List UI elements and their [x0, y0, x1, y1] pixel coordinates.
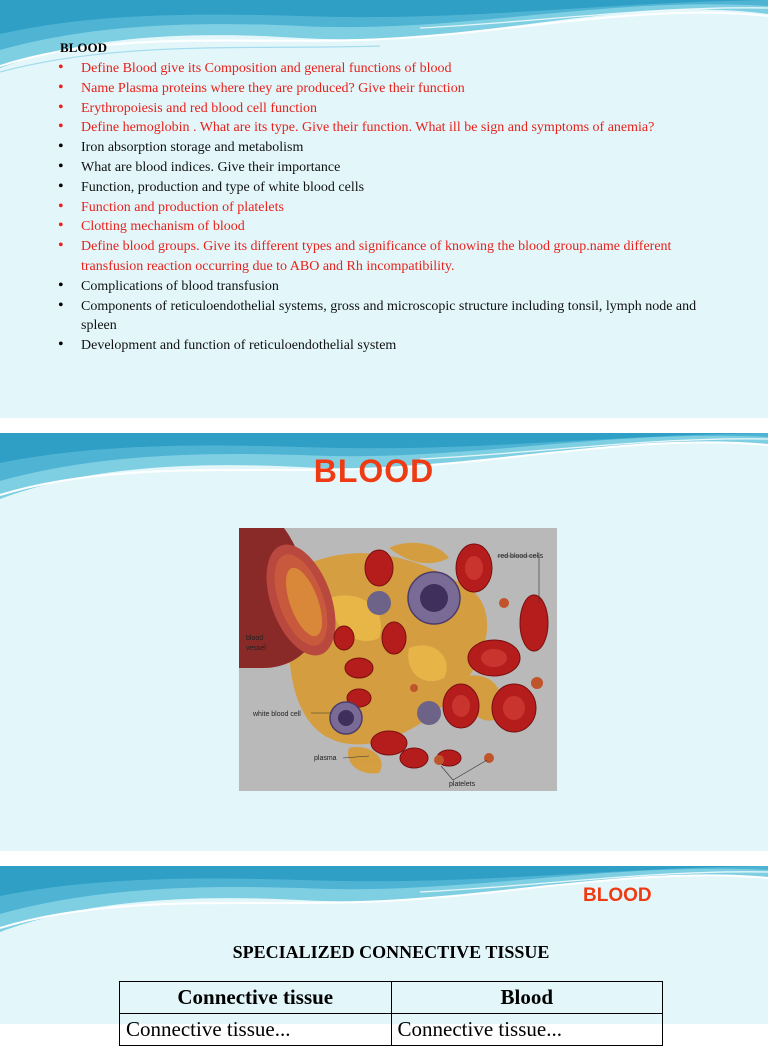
list-item [57, 237, 707, 277]
slide-brand: BLOOD [583, 885, 652, 906]
list-item-text: Erythropoiesis and red blood cell function [81, 100, 317, 116]
list-item-text: Components of reticuloendothelial systems, gross and microscopic structure including tonsil, lymph node and spleen [81, 298, 697, 334]
list-item [57, 198, 707, 218]
list-item [57, 297, 707, 337]
bullet-icon: • [58, 59, 64, 76]
list-item [57, 158, 707, 178]
comparison-table [119, 981, 663, 1046]
list-item-text: Define hemoglobin . What are its type. Give their function. What ill be sign and symptoms of anemia? [81, 120, 655, 136]
slide-heading: BLOOD [60, 40, 107, 55]
slide-specialized-connective-tissue [0, 866, 768, 1041]
label-plasma: plasma [314, 755, 337, 762]
bullet-icon: • [58, 118, 64, 136]
table-cell: Connective tissue... [120, 1014, 392, 1046]
table-row [120, 1014, 663, 1046]
list-item [57, 79, 707, 99]
list-item-text: Define blood groups. Give its different types and significance of knowing the blood group.name different transfusion reaction occurring due to ABO and Rh incompatibility. [81, 239, 672, 274]
label-vessel: vessel [246, 645, 266, 652]
table-header-connective-tissue: Connective tissue [120, 982, 392, 1014]
list-item-text: What are blood indices. Give their importance [81, 159, 341, 175]
bullet-icon: • [58, 296, 64, 314]
bullet-icon: • [58, 197, 64, 215]
bullet-icon: • [58, 138, 64, 156]
slide-objectives [0, 0, 768, 418]
table-cell: Connective tissue... [391, 1014, 663, 1046]
list-item [57, 138, 707, 158]
label-red-blood-cells: red blood cells [498, 553, 544, 560]
list-item-text: Function, production and type of white blood cells [81, 179, 365, 195]
bullet-icon: • [58, 98, 64, 116]
list-item [57, 178, 707, 198]
slide-title: SPECIALIZED CONNECTIVE TISSUE [232, 942, 550, 962]
list-item [57, 217, 707, 237]
list-item-text: Name Plasma proteins where they are produced? Give their function [81, 80, 465, 96]
slide-blood-figure [0, 433, 768, 851]
list-item-text: Iron absorption storage and metabolism [81, 140, 304, 156]
list-item [57, 59, 707, 79]
label-white-blood-cell: white blood cell [253, 711, 301, 718]
table-header-row [120, 982, 663, 1014]
bullet-icon: • [58, 177, 64, 195]
list-item-text: Function and production of platelets [81, 199, 284, 215]
list-item-text: Clotting mechanism of blood [81, 219, 245, 235]
wave-decoration [0, 866, 768, 941]
list-item-text: Development and function of reticuloendothelial system [81, 338, 397, 354]
bullet-icon: • [58, 237, 64, 255]
bullet-icon: • [58, 276, 64, 294]
objectives-list [57, 59, 707, 356]
bullet-icon: • [58, 157, 64, 175]
list-item-text: Define Blood give its Composition and general functions of blood [81, 61, 452, 76]
label-blood: blood [246, 635, 264, 642]
label-platelets: platelets [449, 781, 476, 788]
bullet-icon: • [58, 78, 64, 96]
list-item [57, 99, 707, 119]
list-item [57, 118, 707, 138]
blood-composition-illustration [239, 528, 557, 791]
table-header-blood: Blood [391, 982, 663, 1014]
bullet-icon: • [58, 336, 64, 354]
list-item-text: Complications of blood transfusion [81, 278, 279, 294]
list-item [57, 336, 707, 356]
list-item [57, 277, 707, 297]
slide-title: BLOOD [313, 453, 435, 489]
bullet-icon: • [58, 217, 64, 235]
